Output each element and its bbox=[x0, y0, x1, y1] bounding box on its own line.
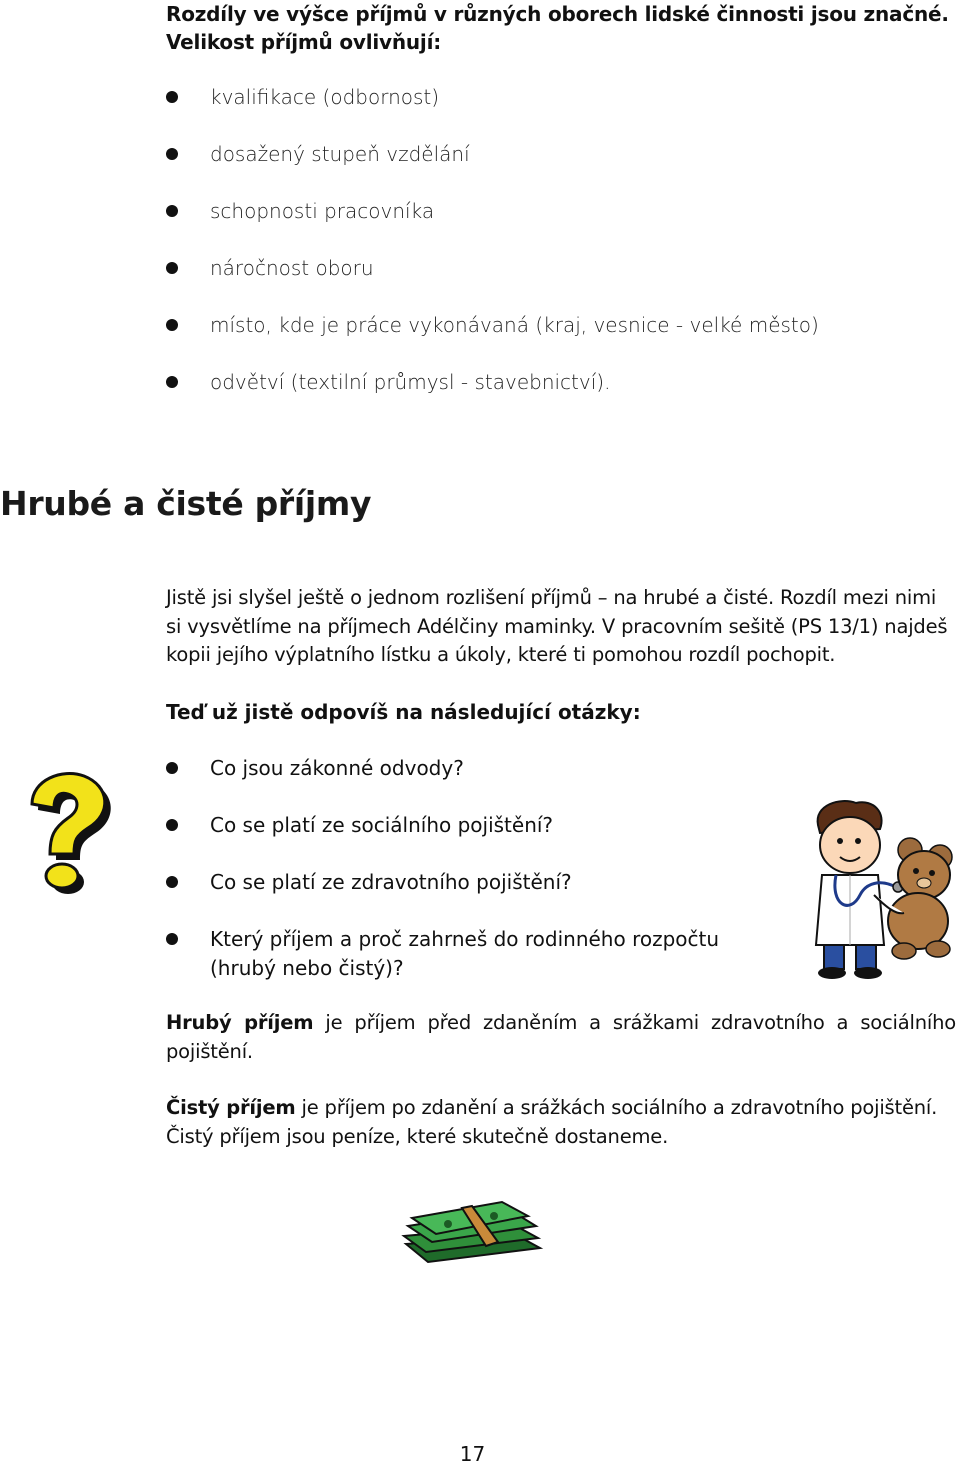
list-item: Co se platí ze sociálního pojištění? bbox=[166, 811, 726, 840]
boy-with-teddy-illustration bbox=[800, 795, 958, 980]
page-number: 17 bbox=[459, 1442, 486, 1466]
bullet-icon bbox=[166, 762, 178, 774]
net-income-term: Čistý příjem bbox=[166, 1096, 296, 1119]
question-mark-icon bbox=[18, 770, 122, 898]
bullet-icon bbox=[166, 91, 178, 103]
list-item: schopnosti pracovníka bbox=[166, 197, 819, 254]
money-stack-icon bbox=[398, 1196, 546, 1272]
list-item: Co se platí ze zdravotního pojištění? bbox=[166, 868, 726, 897]
list-item: kvalifikace (odbornost) bbox=[166, 83, 819, 140]
explanation-paragraph: Jistě jsi slyšel ještě o jednom rozlišení příjmů – na hrubé a čisté. Rozdíl mezi nimi si vysvětlíme na příjmech Adélčiny maminky. V pracovním sešitě (PS 13/1) najdeš kopii jejího výplatního lístku a úkoly, které ti pomohou rozdíl pochopit. bbox=[166, 586, 948, 666]
bullet-icon bbox=[166, 262, 178, 274]
intro-text: Rozdíly ve výšce příjmů v různých oborech lidské činnosti jsou značné. Velikost příjmů ovlivňují: bbox=[166, 2, 949, 54]
income-factors-list bbox=[166, 83, 819, 425]
list-item: Který příjem a proč zahrneš do rodinného rozpočtu (hrubý nebo čistý)? bbox=[166, 925, 730, 982]
bullet-icon bbox=[166, 205, 178, 217]
list-item: Co jsou zákonné odvody? bbox=[166, 754, 726, 783]
bullet-icon bbox=[166, 376, 178, 388]
section-heading: Hrubé a čisté příjmy bbox=[0, 484, 372, 523]
list-item: náročnost oboru bbox=[166, 254, 819, 311]
gross-income-term: Hrubý příjem bbox=[166, 1011, 314, 1034]
questions-list bbox=[166, 754, 726, 1011]
net-income-definition: Čistý příjem je příjem po zdanění a srážkách sociálního a zdravotního pojištění. Čistý příjem jsou peníze, které skutečně dostaneme. bbox=[166, 1096, 938, 1148]
bullet-icon bbox=[166, 148, 178, 160]
bullet-icon bbox=[166, 819, 178, 831]
list-item: dosažený stupeň vzdělání bbox=[166, 140, 819, 197]
bullet-icon bbox=[166, 876, 178, 888]
list-item: odvětví (textilní průmysl - stavebnictví). bbox=[166, 368, 819, 425]
questions-lead: Teď už jistě odpovíš na následující otázky: bbox=[166, 700, 641, 724]
bullet-icon bbox=[166, 933, 178, 945]
gross-income-definition: Hrubý příjem je příjem před zdaněním a srážkami zdravotního a sociálního pojištění. bbox=[166, 1011, 956, 1063]
bullet-icon bbox=[166, 319, 178, 331]
list-item: místo, kde je práce vykonávaná (kraj, vesnice - velké město) bbox=[166, 311, 819, 368]
